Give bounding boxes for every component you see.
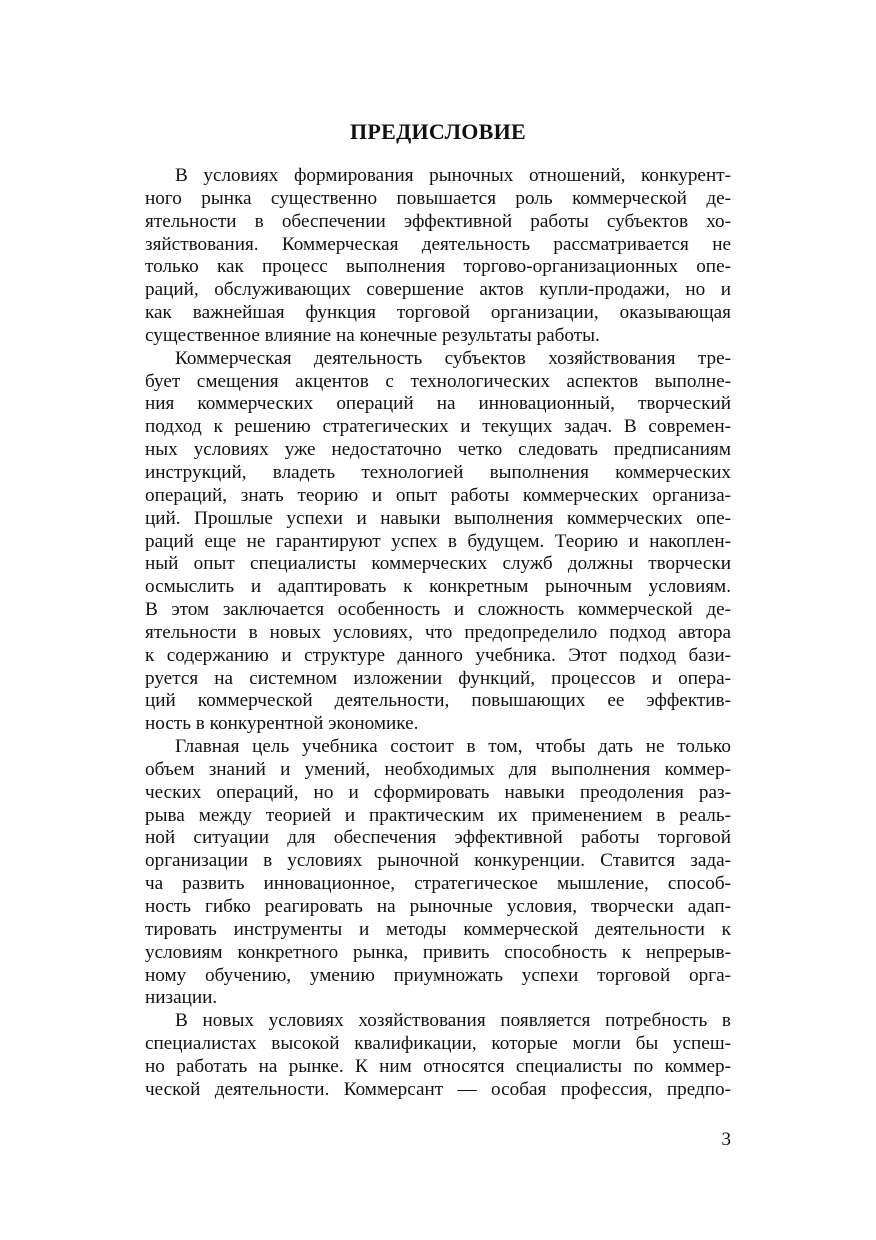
text-line: ность в конкурентной экономике. [145,713,419,735]
text-line: ча развить инновационное, стратегическое мышление, способ- [145,873,731,895]
text-line: тировать инструменты и методы коммерческой деятельности к [145,918,731,940]
text-line: организации в условиях рыночной конкуренции. Ставится зада- [145,850,731,872]
text-line: бует смещения акцентов с технологических аспектов выполне- [145,370,731,392]
text-line: В этом заключается особенность и сложность коммерческой де- [145,599,731,621]
text-line: раций, обслуживающих совершение актов купли-продажи, но и [145,279,731,301]
text-line: специалистах высокой квалификации, которые могли бы успеш- [145,1033,731,1055]
text-line: ного рынка существенно повышается роль коммерческой де- [145,187,731,209]
text-line: инструкций, владеть технологией выполнения коммерческих [145,461,731,483]
text-line: но работать на рынке. К ним относятся специалисты по коммер- [145,1055,731,1077]
page-number: 3 [721,1129,731,1150]
page-title: ПРЕДИСЛОВИЕ [349,119,527,144]
text-line: условиям конкретного рынка, привить способность к непрерыв- [145,941,731,963]
text-line: ций. Прошлые успехи и навыки выполнения коммерческих опе- [145,507,731,529]
text-line: руется на системном изложении функций, процессов и опера- [145,667,731,689]
text-line: рыва между теорией и практическим их применением в реаль- [145,804,731,826]
text-line: ный опыт специалисты коммерческих служб должны творчески [145,553,731,575]
text-line: В новых условиях хозяйствования появляется потребность в [175,1010,731,1032]
text-line: ной ситуации для обеспечения эффективной работы торговой [145,827,731,849]
text-line: низации. [145,987,218,1009]
text-line: осмыслить и адаптировать к конкретным рыночным условиям. [145,576,731,598]
text-line: ному обучению, умению приумножать успехи торговой орга- [145,964,731,986]
paragraph [145,348,731,736]
text-line: раций еще не гарантируют успех в будущем. Теорию и накоплен- [145,530,731,552]
text-line: существенное влияние на конечные результаты работы. [145,324,600,346]
text-line: объем знаний и умений, необходимых для выполнения коммер- [145,758,731,780]
text-line: ния коммерческих операций на инновационный, творческий [145,393,731,415]
text-line: как важнейшая функция торговой организации, оказывающая [145,302,731,324]
text-line: ных условиях уже недостаточно четко следовать предписаниям [145,439,731,461]
body-text [145,165,731,1102]
text-line: ятельности в новых условиях, что предопределило подход автора [145,621,731,643]
text-line: только как процесс выполнения торгово-организационных опе- [145,256,731,278]
text-line: ческой деятельности. Коммерсант — особая профессия, предпо- [145,1078,731,1100]
text-line: ций коммерческой деятельности, повышающих ее эффектив- [145,690,731,712]
paragraph [145,736,731,1010]
text-line: к содержанию и структуре данного учебника. Этот подход бази- [145,644,731,666]
paragraph [145,165,731,348]
paragraph [145,1010,731,1101]
text-line: подход к решению стратегических и текущих задач. В современ- [145,416,731,438]
text-line: ятельности в обеспечении эффективной работы субъектов хо- [145,210,731,232]
text-line: Главная цель учебника состоит в том, чтобы дать не только [175,736,731,758]
text-line: операций, знать теорию и опыт работы коммерческих организа- [145,484,731,506]
text-line: зяйствования. Коммерческая деятельность рассматривается не [145,233,731,255]
text-line: Коммерческая деятельность субъектов хозяйствования тре- [175,347,731,369]
text-line: ность гибко реагировать на рыночные условия, творчески адап- [145,896,731,917]
text-line: ческих операций, но и сформировать навыки преодоления раз- [145,781,731,803]
text-line: В условиях формирования рыночных отношений, конкурент- [175,165,731,186]
